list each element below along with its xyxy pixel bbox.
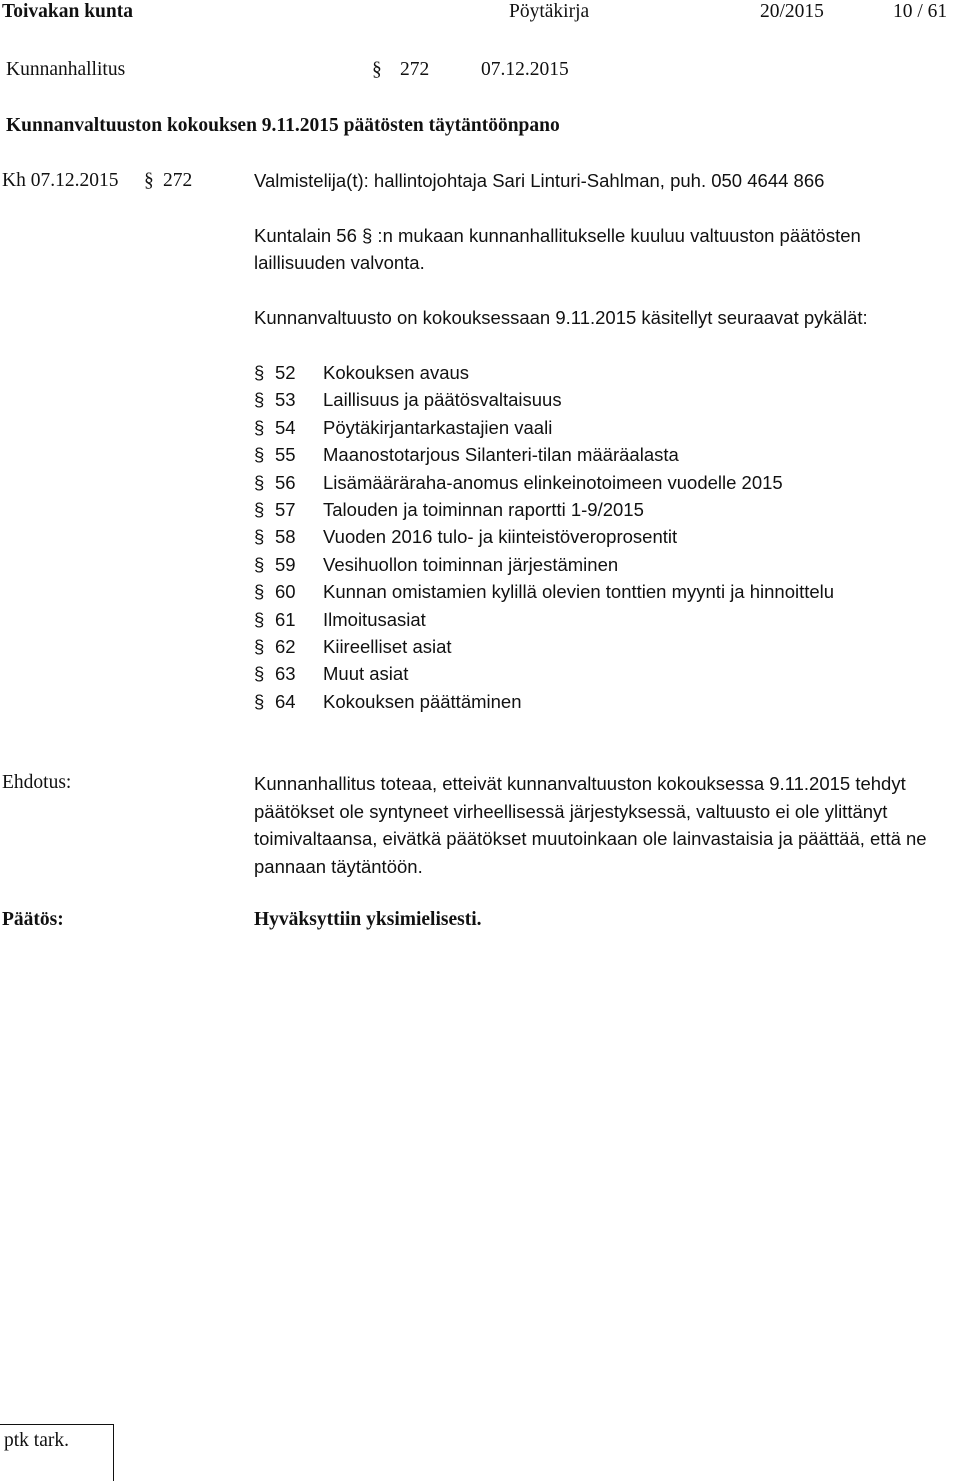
reference-section-number: 272 [163, 170, 193, 191]
sections-list [254, 359, 835, 715]
section-number: 272 [400, 59, 430, 80]
list-item: § 56 Lisämääräraha-anomus elinkeinotoimeen vuodelle 2015 [254, 471, 783, 493]
list-item: § 54 Pöytäkirjantarkastajien vaali [254, 416, 553, 438]
proposal-label: Ehdotus: [2, 772, 72, 793]
decision-label: Päätös: [2, 909, 64, 930]
meeting-body: Kunnanhallitus [6, 59, 126, 80]
decision-text: Hyväksyttiin yksimielisesti. [254, 909, 482, 930]
list-item: § 57 Talouden ja toiminnan raportti 1-9/2015 [254, 498, 644, 520]
document-number: 20/2015 [760, 1, 824, 22]
list-item: § 63 Muut asiat [254, 663, 409, 685]
list-item: § 64 Kokouksen päättäminen [254, 690, 522, 712]
list-item: § 59 Vesihuollon toiminnan järjestäminen [254, 553, 619, 575]
list-item: § 55 Maanostotarjous Silanteri-tilan määräalasta [254, 444, 679, 466]
page-title: Kunnanvaltuuston kokouksen 9.11.2015 päätösten täytäntöönpano [6, 115, 560, 136]
document-type: Pöytäkirja [509, 1, 590, 22]
municipality-name: Toivakan kunta [2, 1, 133, 22]
meeting-date: 07.12.2015 [481, 59, 569, 80]
section-symbol: § [372, 59, 382, 80]
list-item: § 62 Kiireelliset asiat [254, 635, 452, 657]
list-item: § 60 Kunnan omistamien kylillä olevien tonttien myynti ja hinnoittelu [254, 581, 835, 603]
page-number: 10 / 61 [893, 1, 948, 22]
list-item: § 58 Vuoden 2016 tulo- ja kiinteistöveroprosentit [254, 526, 678, 548]
list-item: § 61 Ilmoitusasiat [254, 608, 426, 630]
minutes-checker-box [0, 1424, 114, 1481]
reference-date: Kh 07.12.2015 [2, 170, 119, 191]
minutes-checker-label: ptk tark. [4, 1430, 69, 1451]
reference-section-symbol: § [144, 170, 154, 191]
list-item: § 52 Kokouksen avaus [254, 362, 470, 383]
intro-line-1: Kuntalain 56 § :n mukaan kunnanhallitukselle kuuluu valtuuston päätösten [254, 225, 861, 246]
list-item: § 53 Laillisuus ja päätösvaltaisuus [254, 389, 562, 411]
intro-line-2: laillisuuden valvonta. [254, 252, 425, 273]
preparer-info: Valmistelija(t): hallintojohtaja Sari Linturi-Sahlman, puh. 050 4644 866 [254, 170, 825, 191]
proposal-text: Kunnanhallitus toteaa, etteivät kunnanvaltuuston kokouksessa 9.11.2015 tehdyt päätökset ole syntyneet virheellisessä järjestyksessä, valtuusto ei ole ylittänyt toimivaltaansa, eivätkä päätökset muutoinkaan ole lainvastaisia ja päättää, että ne pannaan täytäntöön. [254, 773, 927, 877]
intro-line-3: Kunnanvaltuusto on kokouksessaan 9.11.2015 käsitellyt seuraavat pykälät: [254, 307, 868, 328]
